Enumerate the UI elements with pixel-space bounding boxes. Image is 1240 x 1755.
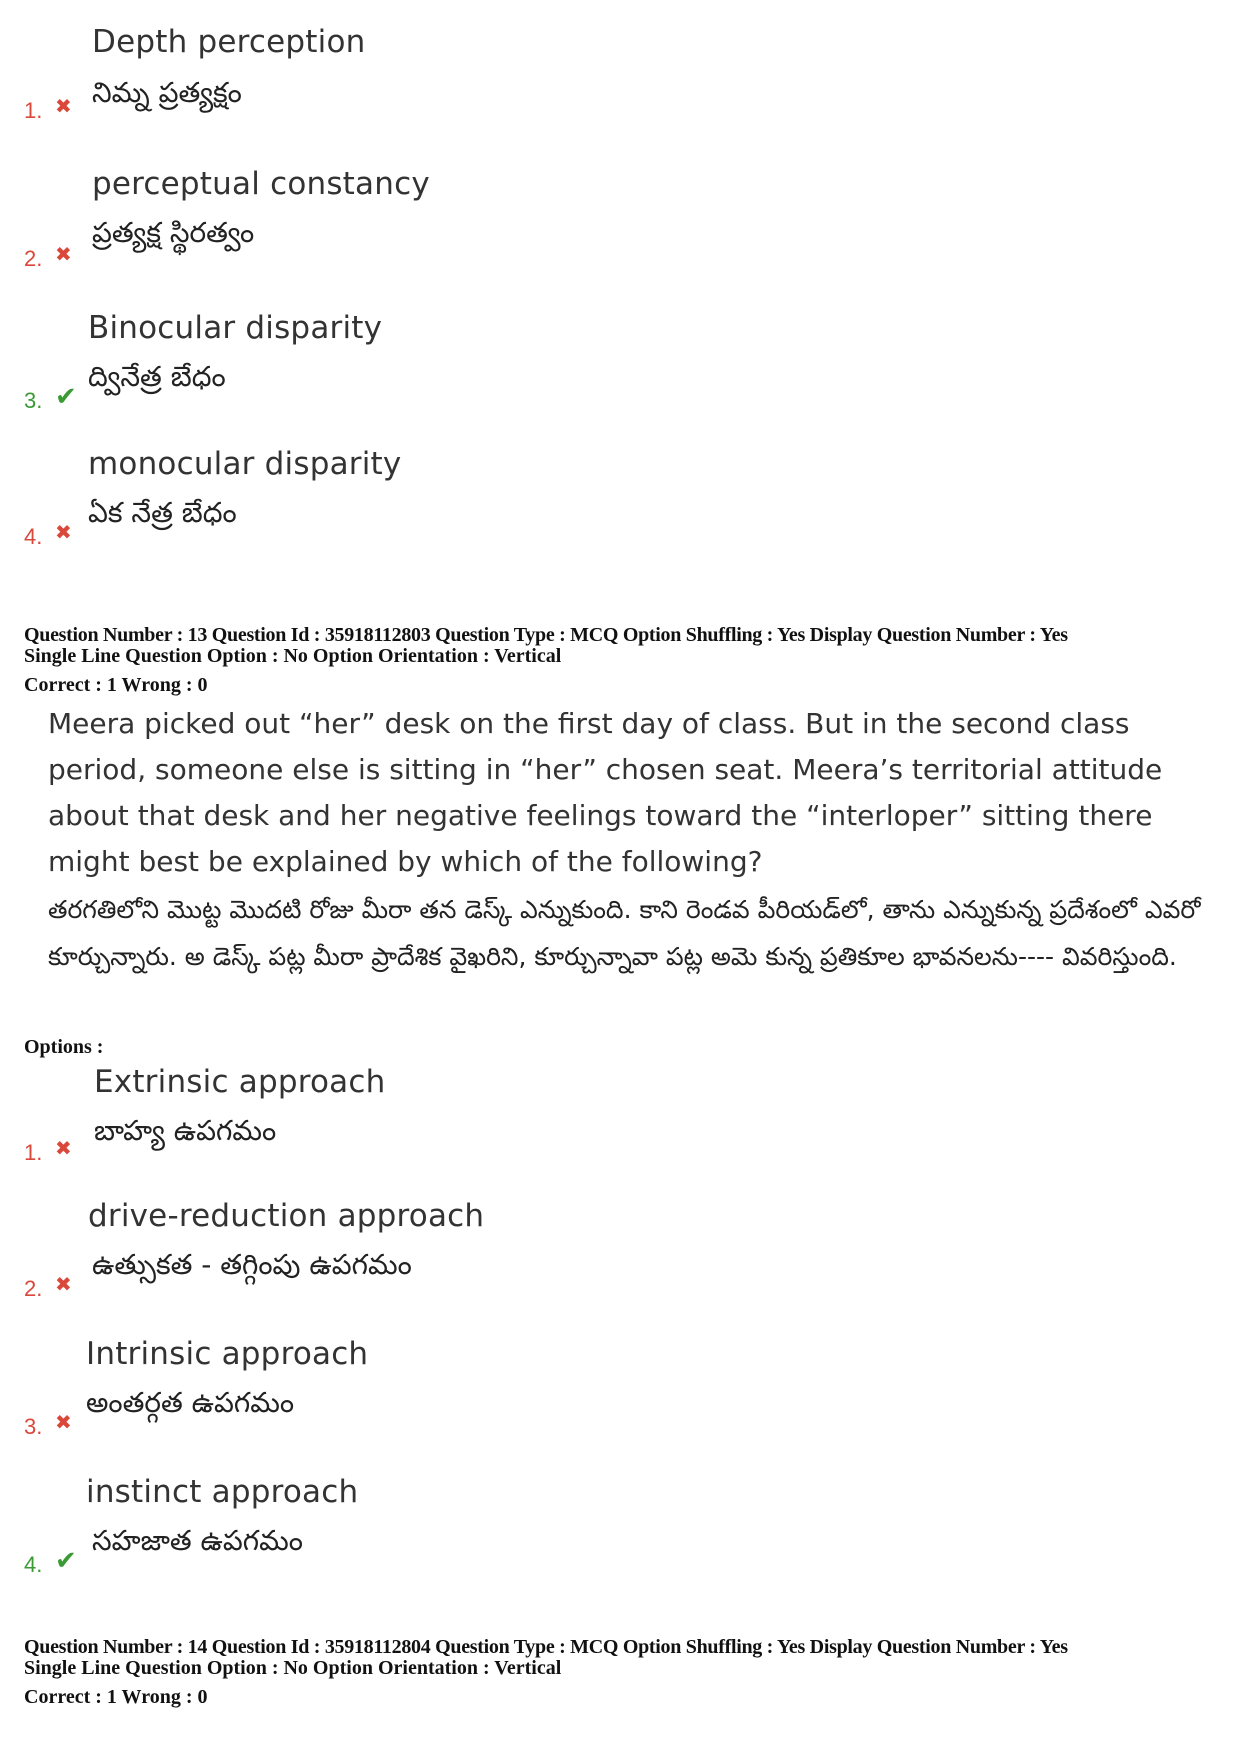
question-meta-line2: Single Line Question Option : No Option Orientation : Vertical <box>24 1657 562 1679</box>
option-text-te: ప్రత్యక్ష స్థిరత్వం <box>92 216 255 249</box>
question-score: Correct : 1 Wrong : 0 <box>24 1686 208 1708</box>
option-number: 1. <box>24 1140 43 1165</box>
question-score: Correct : 1 Wrong : 0 <box>24 674 208 696</box>
check-icon: ✔ <box>55 1546 77 1576</box>
cross-icon: ✖ <box>55 1136 72 1160</box>
option-text-en: Binocular disparity <box>88 310 383 346</box>
option-text-en: Intrinsic approach <box>86 1336 369 1372</box>
question-text-en: Meera picked out “her” desk on the first day of class. But in the second class period, someone else is sitting in “her” chosen seat. Meera’s territorial attitude about that desk and her negative feelings toward the “interloper” sitting there might best be explained by which of the following? <box>48 707 1163 878</box>
option-number: 3. <box>24 388 43 413</box>
options-label: Options : <box>24 1036 104 1058</box>
option-text-te: బాహ్య ఉపగమం <box>94 1114 277 1147</box>
cross-icon: ✖ <box>55 1272 72 1296</box>
option-number: 2. <box>24 246 43 271</box>
option-text-te: అంతర్గత ఉపగమం <box>86 1386 295 1419</box>
option-number: 4. <box>24 524 43 549</box>
question-meta-line1: Question Number : 14 Question Id : 35918112804 Question Type : MCQ Option Shuffling : Yes Display Question Number : Yes <box>24 1636 1068 1658</box>
cross-icon: ✖ <box>55 1410 72 1434</box>
question-meta-line2: Single Line Question Option : No Option Orientation : Vertical <box>24 645 562 667</box>
option-text-en: perceptual constancy <box>92 166 430 202</box>
option-text-en: monocular disparity <box>88 446 402 482</box>
cross-icon: ✖ <box>55 242 72 266</box>
option-text-te: ద్వినేత్ర బేధం <box>88 360 226 393</box>
option-number: 1. <box>24 98 43 123</box>
option-text-en: drive-reduction approach <box>88 1198 485 1234</box>
option-number: 4. <box>24 1552 43 1577</box>
option-text-en: Extrinsic approach <box>94 1064 386 1100</box>
question-text-te: తరగతిలోని మొట్ట మొదటి రోజు మీరా తన డెస్క్ ఎన్నుకుంది. కాని రెండవ పీరియడ్‌లో, తాను ఎన్నుకున్న ప్రదేశంలో ఎవరో కూర్చున్నారు. అ డెస్క్ పట్ల మీరా ప్రాదేశిక వైఖరిని, కూర్చున్నావా పట్ల అమె కున్న ప్రతికూల భావనలను---- వివరిస్తుంది. <box>48 895 1201 971</box>
option-number: 3. <box>24 1414 43 1439</box>
cross-icon: ✖ <box>55 520 72 544</box>
cross-icon: ✖ <box>55 94 72 118</box>
option-text-en: Depth perception <box>92 24 366 60</box>
option-text-te: నిమ్న ప్రత్యక్షం <box>92 76 242 109</box>
option-number: 2. <box>24 1276 43 1301</box>
check-icon: ✔ <box>55 382 77 412</box>
question-meta-line1: Question Number : 13 Question Id : 35918112803 Question Type : MCQ Option Shuffling : Yes Display Question Number : Yes <box>24 624 1068 646</box>
option-text-te: ఉత్సుకత - తగ్గింపు ఉపగమం <box>92 1248 412 1281</box>
option-text-en: instinct approach <box>86 1474 359 1510</box>
option-text-te: సహజాత ఉపగమం <box>92 1524 303 1557</box>
option-text-te: ఏక నేత్ర బేధం <box>88 496 237 529</box>
